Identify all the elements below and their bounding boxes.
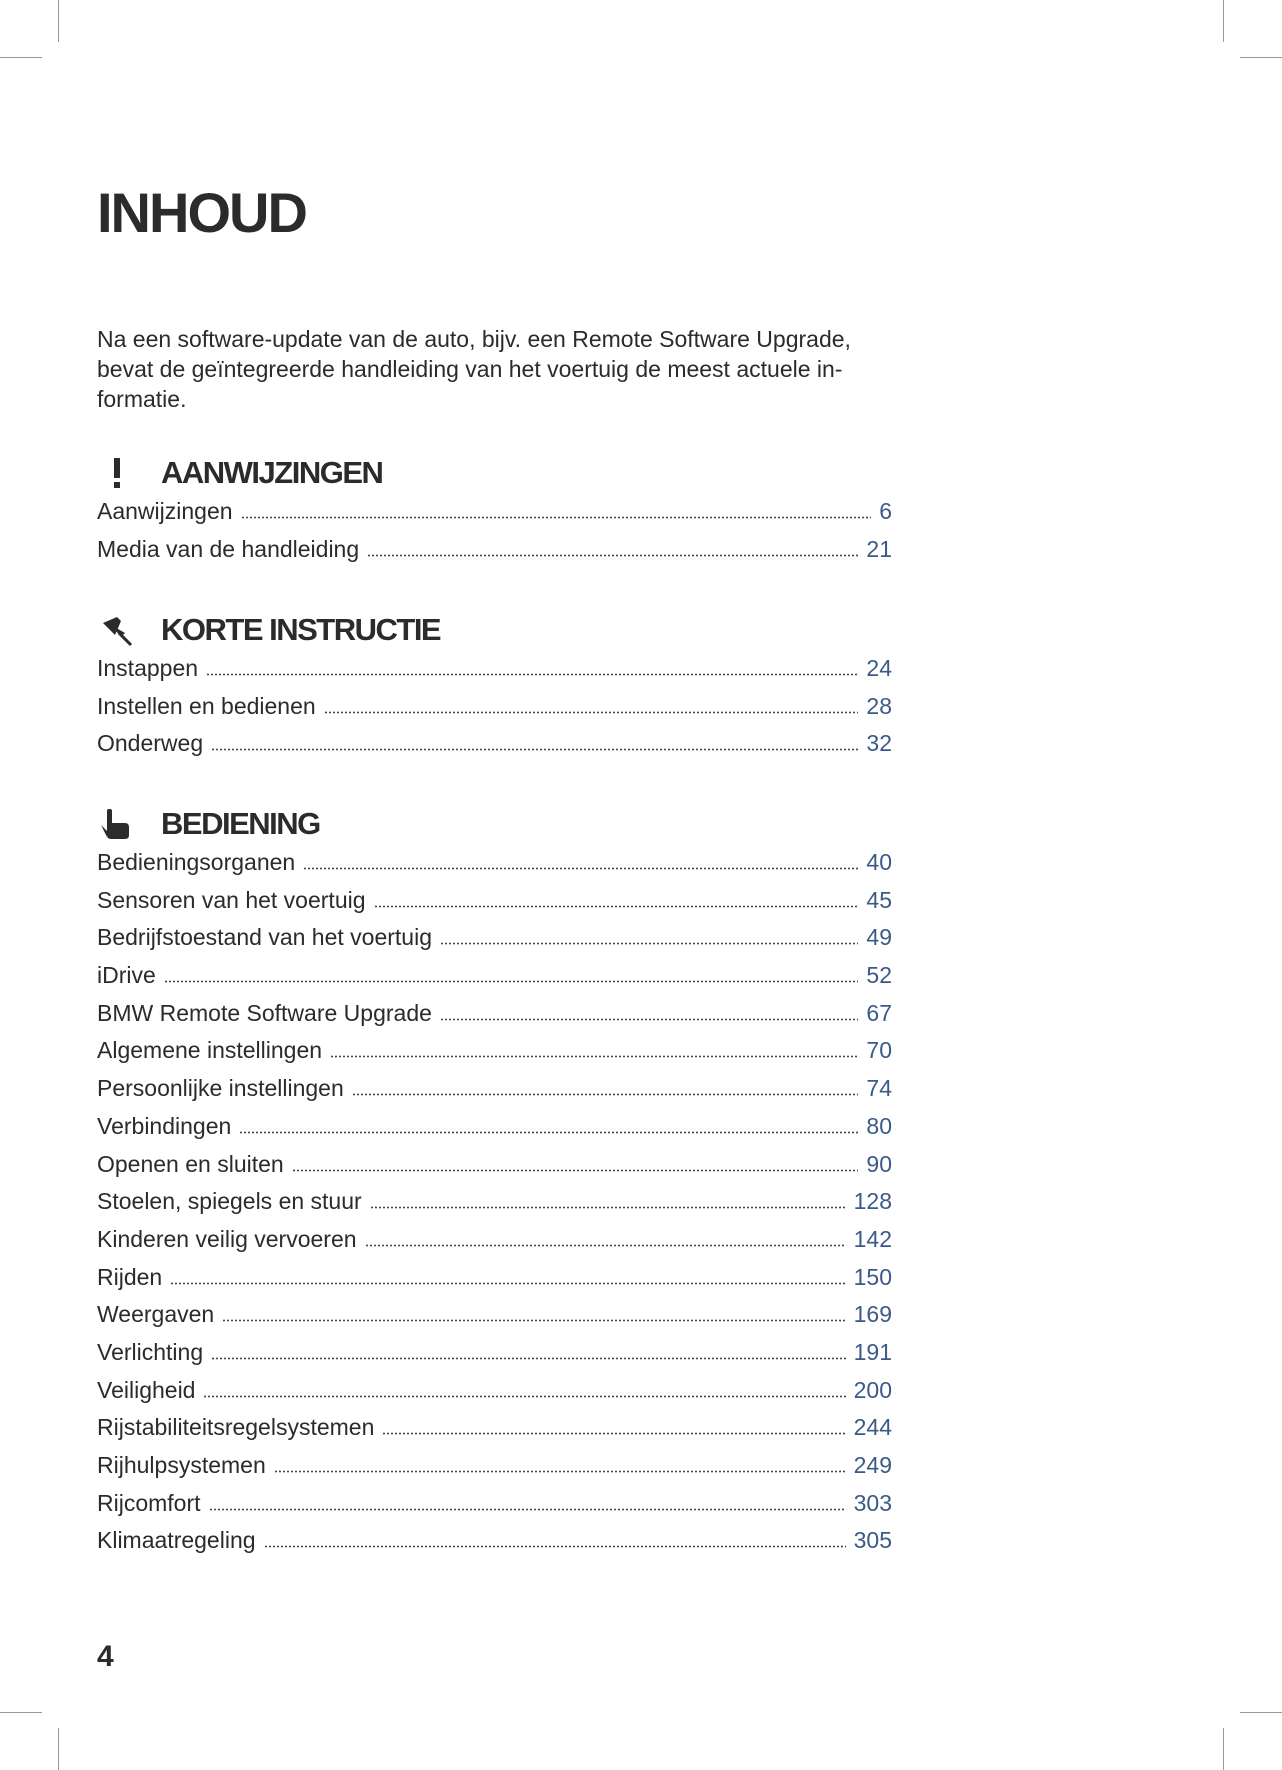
toc-entry-page[interactable]: 21 [866, 535, 892, 562]
toc-entry-label: Openen en sluiten [97, 1150, 284, 1177]
toc-entry-label: Algemene instellingen [97, 1037, 323, 1064]
toc-entry-page[interactable]: 191 [853, 1338, 892, 1365]
crop-mark [1240, 1712, 1282, 1713]
toc-entry-page[interactable]: 169 [853, 1301, 892, 1328]
crop-mark [1223, 0, 1224, 42]
pushpin-icon [97, 613, 137, 647]
toc-entry-label: BMW Remote Software Upgrade [97, 999, 432, 1026]
toc-entry-page[interactable]: 49 [866, 924, 892, 951]
toc-entry-label: Veiligheid [97, 1376, 196, 1403]
toc-entry-label: Instappen [97, 655, 199, 681]
toc-entry-page[interactable]: 90 [866, 1150, 892, 1177]
toc-entry-label: Rijden [97, 1263, 163, 1290]
toc-list [97, 498, 892, 573]
toc-entry-page[interactable]: 28 [866, 692, 892, 719]
toc-entry-label: Onderweg [97, 730, 204, 757]
toc-entry-page[interactable]: 67 [866, 999, 892, 1026]
exclamation-icon [97, 456, 137, 490]
page-number: 4 [97, 1640, 114, 1673]
toc-entry[interactable] [97, 1527, 892, 1565]
toc-entry[interactable] [97, 536, 892, 574]
toc-entry-label: Bedrijfstoestand van het voertuig [97, 924, 432, 951]
toc-entry[interactable] [97, 1113, 892, 1151]
toc-entry-label: Weergaven [97, 1301, 215, 1328]
toc-entry-label: Klimaatregeling [97, 1527, 256, 1554]
toc-entry-page[interactable]: 80 [866, 1112, 892, 1139]
toc-entry[interactable] [97, 1414, 892, 1452]
toc-entry-label: Stoelen, spiegels en stuur [97, 1188, 362, 1215]
toc-entry[interactable] [97, 887, 892, 925]
section-title: KORTE INSTRUCTIE [161, 612, 441, 647]
dot-leader [239, 1131, 858, 1134]
toc-entry-page[interactable]: 244 [853, 1414, 892, 1441]
toc-entry-page[interactable]: 74 [866, 1075, 892, 1102]
toc-entry-page[interactable]: 24 [866, 655, 892, 681]
dot-leader [211, 748, 858, 751]
toc-entry-page[interactable]: 40 [866, 849, 892, 875]
toc-entry-page[interactable]: 142 [853, 1225, 892, 1252]
section-header [97, 450, 892, 494]
dot-leader [170, 1282, 845, 1285]
dot-leader [292, 1169, 859, 1172]
toc-entry-label: Bedieningsorganen [97, 849, 296, 875]
toc-entry[interactable] [97, 1000, 892, 1038]
section-korte-instructie [97, 607, 892, 768]
section-title: AANWIJZINGEN [161, 455, 383, 490]
dot-leader [370, 1206, 846, 1209]
toc-entry[interactable] [97, 849, 892, 887]
toc-entry-label: Rijcomfort [97, 1489, 201, 1516]
toc-entry[interactable] [97, 1452, 892, 1490]
toc-entry-page[interactable]: 45 [866, 886, 892, 913]
toc-entry-label: Instellen en bedienen [97, 692, 316, 719]
toc-entry-label: Sensoren van het voertuig [97, 886, 366, 913]
dot-leader [241, 516, 872, 519]
pointing-hand-icon [97, 807, 137, 841]
toc-entry-page[interactable]: 200 [853, 1376, 892, 1403]
dot-leader [365, 1244, 846, 1247]
toc-entry[interactable] [97, 1339, 892, 1377]
toc-entry[interactable] [97, 655, 892, 693]
toc-entry[interactable] [97, 1264, 892, 1302]
dot-leader [352, 1093, 859, 1096]
toc-entry-label: Persoonlijke instellingen [97, 1075, 344, 1102]
toc-entry-label: Rijstabiliteitsregelsystemen [97, 1414, 375, 1441]
toc-entry-page[interactable]: 305 [853, 1527, 892, 1554]
toc-list [97, 849, 892, 1565]
crop-mark [0, 57, 42, 58]
section-header [97, 801, 892, 845]
section-header [97, 607, 892, 651]
dot-leader [206, 673, 858, 676]
dot-leader [330, 1055, 858, 1058]
dot-leader [211, 1357, 846, 1360]
section-aanwijzingen [97, 450, 892, 573]
toc-entry-page[interactable]: 150 [853, 1263, 892, 1290]
page-title: INHOUD [97, 181, 306, 244]
dot-leader [274, 1470, 846, 1473]
toc-entry-label: iDrive [97, 962, 156, 989]
toc-entry[interactable] [97, 693, 892, 731]
toc-entry-page[interactable]: 303 [853, 1489, 892, 1516]
dot-leader [382, 1432, 845, 1435]
toc-entry[interactable] [97, 1188, 892, 1226]
toc-entry[interactable] [97, 498, 892, 536]
toc-list [97, 655, 892, 768]
toc-entry[interactable] [97, 1226, 892, 1264]
crop-mark [1223, 1728, 1224, 1770]
toc-entry[interactable] [97, 1075, 892, 1113]
toc-entry[interactable] [97, 962, 892, 1000]
section-title: BEDIENING [161, 806, 320, 841]
dot-leader [374, 905, 859, 908]
toc-entry-label: Kinderen veilig vervoeren [97, 1225, 357, 1252]
dot-leader [209, 1508, 846, 1511]
toc-entry[interactable] [97, 1151, 892, 1189]
crop-mark [58, 0, 59, 42]
toc-entry-page[interactable]: 6 [879, 498, 892, 524]
toc-entry[interactable] [97, 1377, 892, 1415]
toc-entry-page[interactable]: 52 [866, 962, 892, 989]
dot-leader [440, 1018, 859, 1021]
toc-entry-page[interactable]: 32 [866, 730, 892, 757]
dot-leader [203, 1395, 845, 1398]
toc-entry-page[interactable]: 249 [853, 1452, 892, 1478]
toc-entry[interactable] [97, 924, 892, 962]
dot-leader [440, 942, 858, 945]
toc-entry[interactable] [97, 1490, 892, 1528]
toc-entry-page[interactable]: 70 [866, 1037, 892, 1064]
crop-mark [0, 1712, 42, 1713]
dot-leader [264, 1545, 846, 1548]
crop-mark [58, 1728, 59, 1770]
dot-leader [303, 867, 858, 870]
toc-entry-page[interactable]: 128 [853, 1188, 892, 1215]
toc-entry-label: Rijhulpsystemen [97, 1452, 266, 1478]
dot-leader [222, 1319, 845, 1322]
section-bediening [97, 801, 892, 1565]
dot-leader [324, 711, 859, 714]
toc-entry-label: Verbindingen [97, 1112, 232, 1139]
toc-entry[interactable] [97, 730, 892, 768]
toc-entry-label: Aanwijzingen [97, 498, 233, 524]
toc-entry[interactable] [97, 1037, 892, 1075]
intro-text: Na een software-update van de auto, bijv. een Remote Software Upgrade, bevat de geïntegreerde handleiding van het voertuig de meest actuele in-formatie. [97, 326, 851, 412]
dot-leader [367, 554, 858, 557]
toc-entry[interactable] [97, 1301, 892, 1339]
toc-entry-label: Media van de handleiding [97, 535, 360, 562]
crop-mark [1240, 57, 1282, 58]
dot-leader [164, 980, 859, 983]
toc-entry-label: Verlichting [97, 1338, 204, 1365]
